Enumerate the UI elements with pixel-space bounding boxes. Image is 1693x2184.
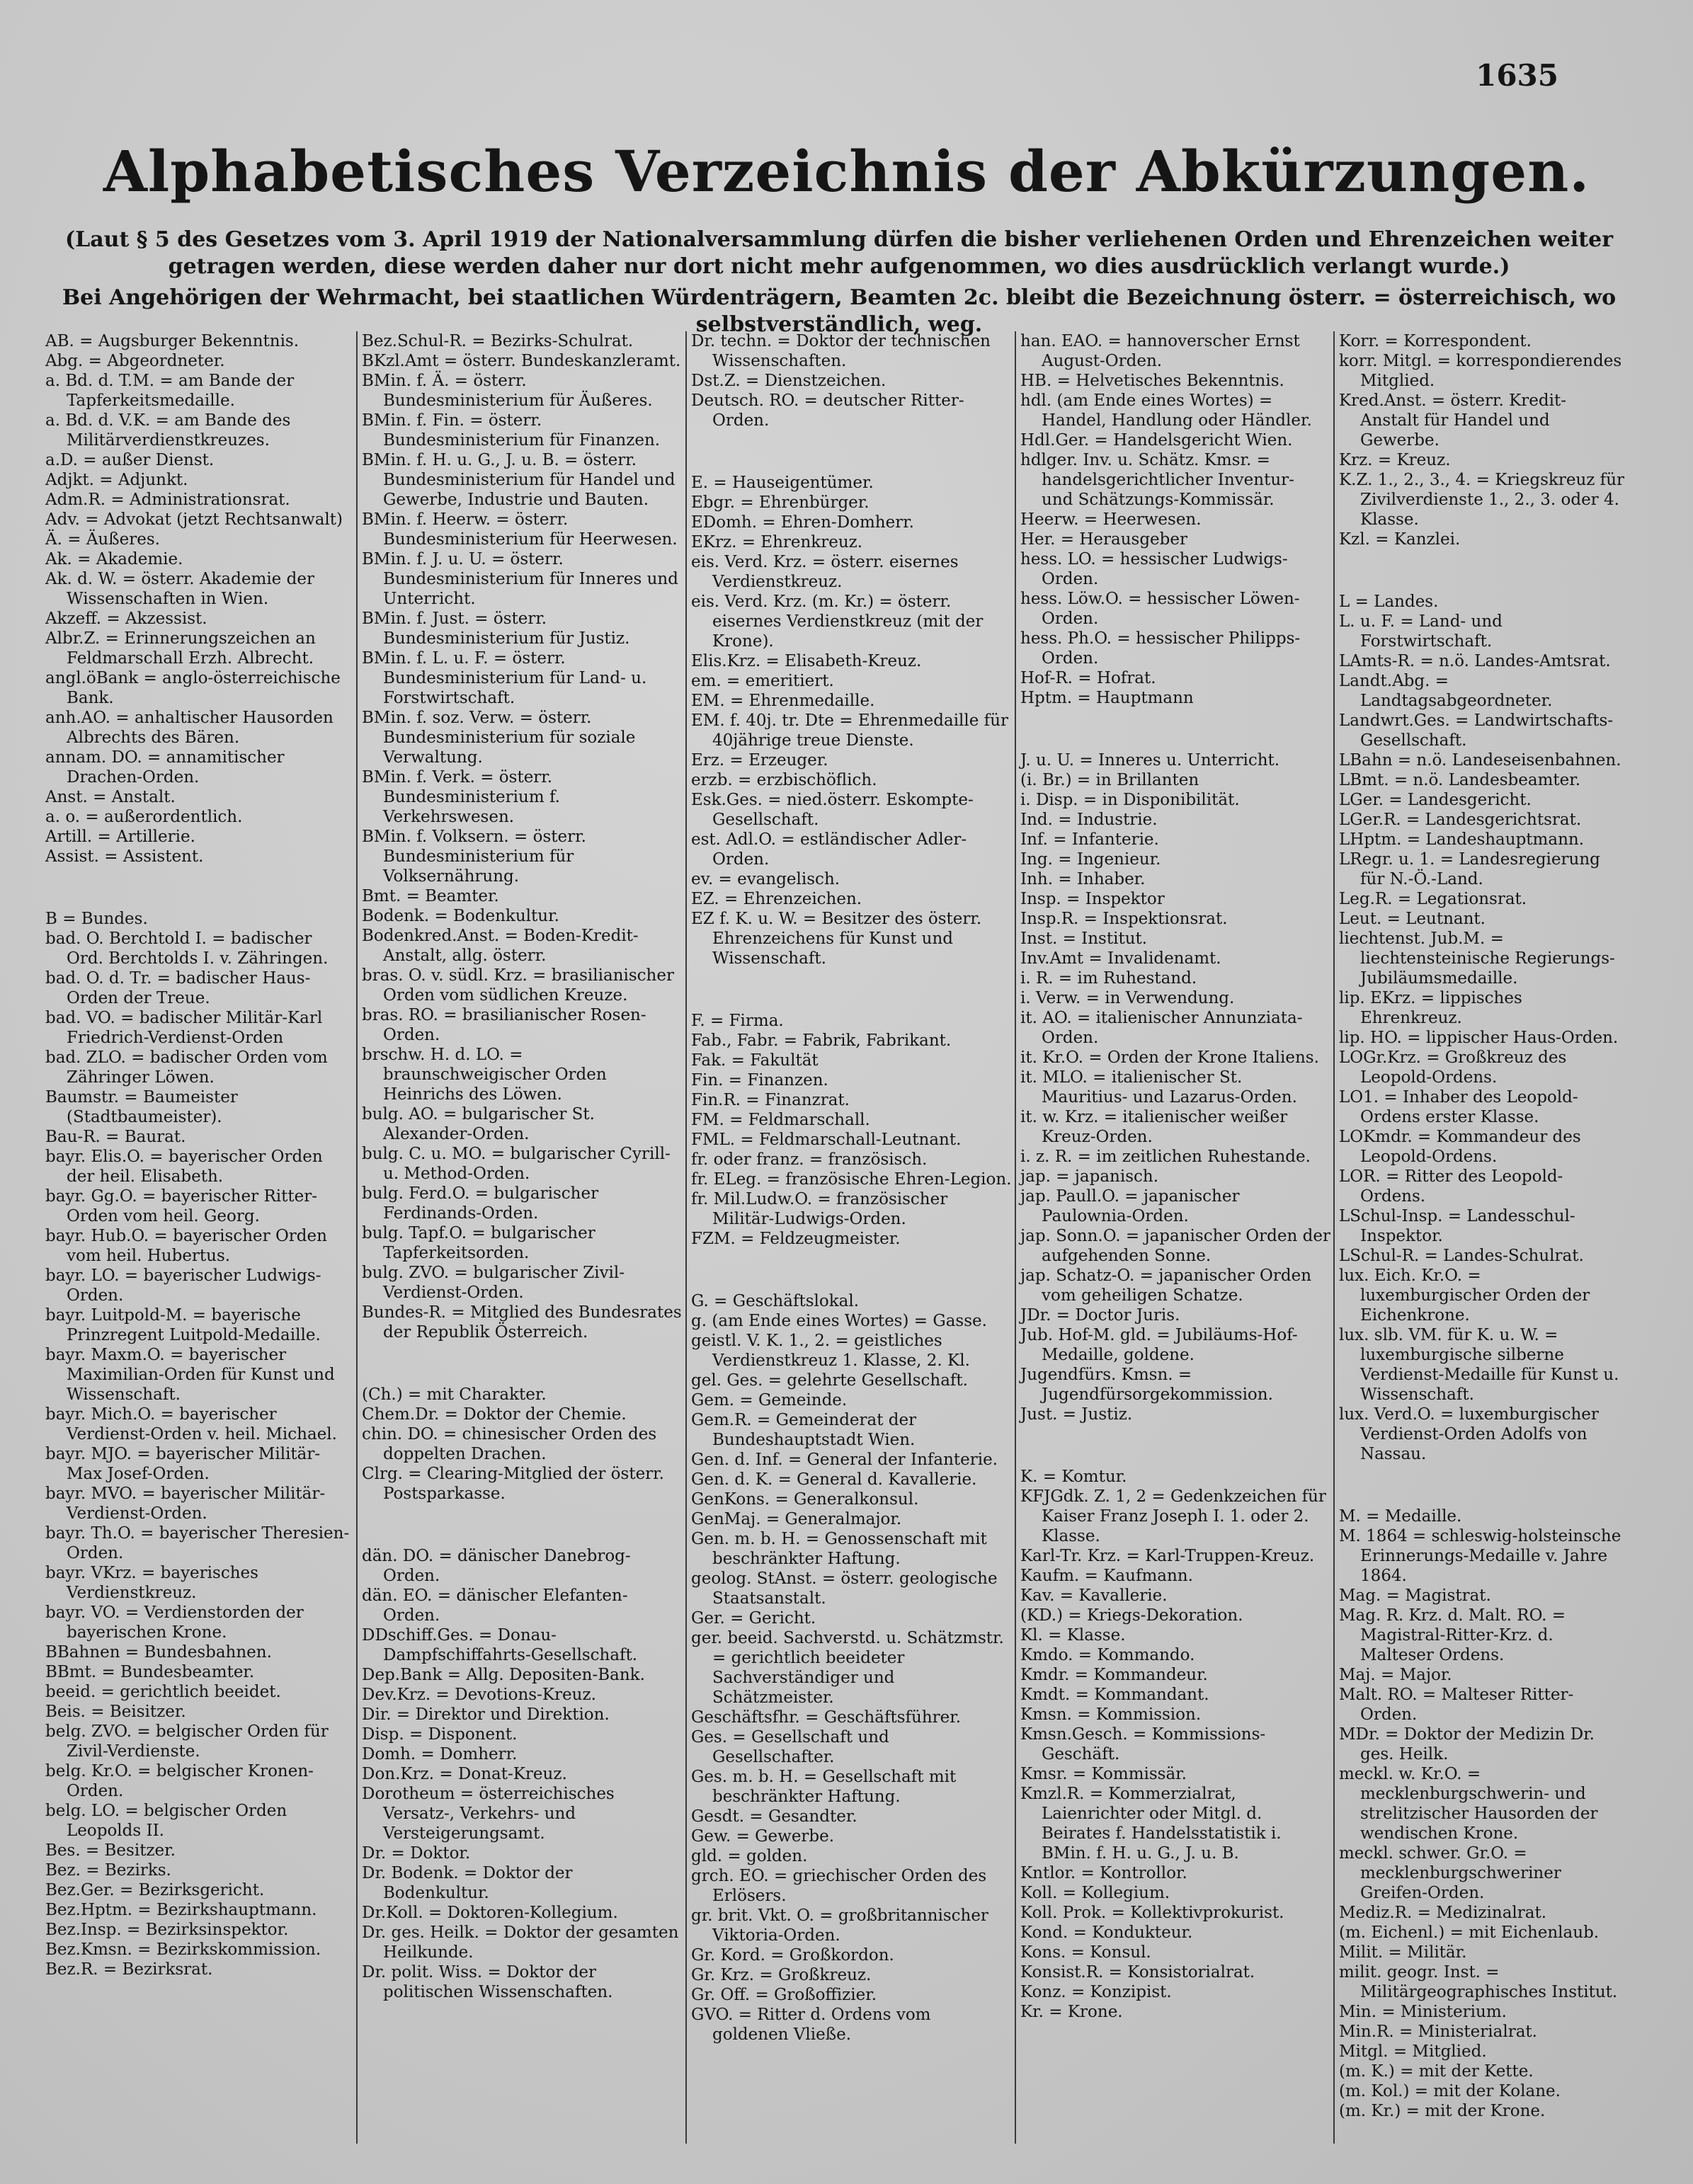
abbreviation-entry: Disp. = Disponent. [362, 1725, 518, 1744]
abbreviation-entry: Dir. = Direktor und Direktion. [362, 1705, 610, 1724]
abbreviation-entry: Dr. Bodenk. = Doktor der Bodenkultur. [362, 1864, 573, 1902]
abbreviation-entry: belg. ZVO. = belgischer Orden für Zivil-Verdienste. [45, 1722, 329, 1761]
abbreviation-entry: Adv. = Advokat (jetzt Rechtsanwalt) [45, 510, 343, 529]
abbreviation-entry: L. u. F. = Land- und Forstwirtschaft. [1339, 612, 1503, 651]
abbreviation-entry: fr. oder franz. = französisch. [691, 1150, 928, 1169]
abbreviation-entry: Ak. = Akademie. [45, 550, 183, 568]
abbreviation-entry: GenKons. = Generalkonsul. [691, 1490, 919, 1509]
note-orders: (Laut § 5 des Gesetzes vom 3. April 1919 der Nationalversammlung dürfen die bisher verliehenen Orden und Ehrenzeichen weiter getragen werden, diese werden daher nur dort nicht mehr aufgenommen, wo dies ausdrücklich verlangt wurde.) [64, 227, 1614, 279]
abbreviation-entry: Clrg. = Clearing-Mitglied der österr. Postsparkasse. [362, 1465, 664, 1503]
abbreviation-entry: hess. LO. = hessischer Ludwigs-Orden. [1020, 550, 1288, 588]
abbreviation-entry: Fin.R. = Finanzrat. [691, 1091, 850, 1109]
abbreviation-entry: bulg. ZVO. = bulgarischer Zivil-Verdienst-Orden. [362, 1264, 625, 1302]
abbreviation-entry: Mediz.R. = Medizinalrat. [1339, 1904, 1547, 1922]
abbreviation-entry: hdlger. Inv. u. Schätz. Kmsr. = handelsgerichtlicher Inventur- und Schätzungs-Kommissär. [1020, 451, 1294, 509]
abbreviation-entry: g. (am Ende eines Wortes) = Gasse. [691, 1312, 987, 1330]
abbreviation-entry: Dorotheum = österreichisches Versatz-, Verkehrs- und Versteigerungsamt. [362, 1785, 615, 1843]
abbreviation-entry: bad. O. d. Tr. = badischer Haus-Orden der Treue. [45, 969, 311, 1007]
abbreviation-entry: i. z. R. = im zeitlichen Ruhestande. [1020, 1148, 1311, 1166]
abbreviation-column-1 [41, 331, 356, 2144]
abbreviation-entry: Domh. = Domherr. [362, 1745, 518, 1763]
abbreviation-entry: eis. Verd. Krz. (m. Kr.) = österr. eisernes Verdienstkreuz (mit der Krone). [691, 593, 984, 651]
abbreviation-entry: geolog. StAnst. = österr. geologische Staatsanstalt. [691, 1570, 998, 1608]
abbreviation-entry: Bez. = Bezirks. [45, 1861, 171, 1880]
abbreviation-entry: Ges. = Gesellschaft und Gesellschafter. [691, 1728, 889, 1766]
abbreviation-entry: Fab., Fabr. = Fabrik, Fabrikant. [691, 1031, 952, 1050]
abbreviation-entry: milit. geogr. Inst. = Militärgeographisches Institut. [1339, 1963, 1618, 2001]
abbreviation-entry: BMin. f. Heerw. = österr. Bundesministerium für Heerwesen. [362, 510, 678, 549]
abbreviation-entry: Hdl.Ger. = Handelsgericht Wien. [1020, 431, 1293, 450]
abbreviation-entry: Jugendfürs. Kmsn. = Jugendfürsorgekommission. [1020, 1366, 1273, 1404]
abbreviation-entry: bayr. Mich.O. = bayerischer Verdienst-Orden v. heil. Michael. [45, 1405, 337, 1443]
abbreviation-entry: Gen. m. b. H. = Genossenschaft mit beschränkter Haftung. [691, 1530, 987, 1568]
abbreviation-entry: belg. LO. = belgischer Orden Leopolds II. [45, 1802, 287, 1840]
abbreviation-entry: Konsist.R. = Konsistorialrat. [1020, 1963, 1255, 1982]
abbreviation-entry: Gem.R. = Gemeinderat der Bundeshauptstadt Wien. [691, 1411, 917, 1449]
abbreviation-entry: Bez.Hptm. = Bezirkshauptmann. [45, 1901, 317, 1919]
section-gap [45, 878, 353, 898]
abbreviation-entry: bayr. LO. = bayerischer Ludwigs-Orden. [45, 1267, 321, 1305]
abbreviation-entry: bayr. Th.O. = bayerischer Theresien-Orden. [45, 1524, 350, 1562]
abbreviation-entry: F. = Firma. [691, 1012, 784, 1030]
abbreviation-entry: Bodenk. = Bodenkultur. [362, 907, 559, 925]
abbreviation-entry: bulg. AO. = bulgarischer St. Alexander-Orden. [362, 1105, 595, 1143]
abbreviation-entry: meckl. w. Kr.O. = mecklenburgschwerin- und strelitzischer Hausorden der wendischen Krone. [1339, 1765, 1598, 1843]
section-gap [1020, 719, 1330, 739]
abbreviation-entry: i. R. = im Ruhestand. [1020, 969, 1197, 988]
abbreviation-entry: Ing. = Ingenieur. [1020, 850, 1161, 869]
abbreviation-entry: it. MLO. = italienischer St. Mauritius- und Lazarus-Orden. [1020, 1068, 1297, 1107]
abbreviation-entry: Milit. = Militär. [1339, 1943, 1467, 1962]
abbreviation-entry: Bez.R. = Bezirksrat. [45, 1960, 213, 1979]
abbreviation-entry: Hptm. = Hauptmann [1020, 689, 1194, 707]
abbreviation-entry: Gr. Krz. = Großkreuz. [691, 1966, 872, 1984]
abbreviation-entry: Kmsr. = Kommissär. [1020, 1765, 1187, 1783]
abbreviation-column-2 [356, 331, 685, 2144]
abbreviation-entry: bayr. Luitpold-M. = bayerische Prinzregent Luitpold-Medaille. [45, 1306, 321, 1344]
abbreviation-entry: JDr. = Doctor Juris. [1020, 1306, 1180, 1325]
abbreviation-entry: Jub. Hof-M. gld. = Jubiläums-Hof-Medaille, goldene. [1020, 1326, 1298, 1364]
section-gap [1020, 1436, 1330, 1456]
abbreviation-entry: Bez.Kmsn. = Bezirkskommission. [45, 1940, 321, 1959]
abbreviation-entry: hess. Ph.O. = hessischer Philipps-Orden. [1020, 629, 1301, 668]
abbreviation-entry: Ind. = Industrie. [1020, 811, 1158, 829]
abbreviation-entry: Artill. = Artillerie. [45, 828, 195, 846]
abbreviation-entry: Bez.Ger. = Bezirksgericht. [45, 1881, 265, 1899]
abbreviation-entry: FML. = Feldmarschall-Leutnant. [691, 1131, 962, 1149]
abbreviation-entry: Kzl. = Kanzlei. [1339, 530, 1461, 549]
abbreviation-entry: Gew. = Gewerbe. [691, 1827, 835, 1846]
abbreviation-entry: Kmdt. = Kommandant. [1020, 1686, 1209, 1704]
abbreviation-entry: jap. Schatz-O. = japanischer Orden vom geheiligen Schatze. [1020, 1267, 1312, 1305]
abbreviation-entry: J. u. U. = Inneres u. Unterricht. [1020, 751, 1280, 770]
abbreviation-entry: gr. brit. Vkt. O. = großbritannischer Viktoria-Orden. [691, 1906, 988, 1945]
abbreviation-entry: Karl-Tr. Krz. = Karl-Truppen-Kreuz. [1020, 1547, 1315, 1565]
abbreviation-entry: lux. Eich. Kr.O. = luxemburgischer Orden der Eichenkrone. [1339, 1267, 1590, 1325]
abbreviation-entry: beeid. = gerichtlich beeidet. [45, 1683, 281, 1701]
abbreviation-entry: Gen. d. K. = General d. Kavallerie. [691, 1470, 977, 1489]
abbreviation-entry: Adm.R. = Administrationsrat. [45, 491, 290, 509]
abbreviation-entry: fr. ELeg. = französische Ehren-Legion. [691, 1170, 1012, 1189]
abbreviation-entry: Gen. d. Inf. = General der Infanterie. [691, 1451, 998, 1469]
abbreviation-entry: Akzeff. = Akzessist. [45, 610, 207, 628]
abbreviation-columns [41, 331, 1627, 2144]
abbreviation-entry: Landt.Abg. = Landtagsabgeordneter. [1339, 672, 1553, 710]
abbreviation-entry: grch. EO. = griechischer Orden des Erlösers. [691, 1867, 987, 1905]
abbreviation-entry: Krz. = Kreuz. [1339, 451, 1451, 469]
abbreviation-entry: BMin. f. J. u. U. = österr. Bundesministerium für Inneres und Unterricht. [362, 550, 678, 608]
abbreviation-entry: Fin. = Finanzen. [691, 1071, 828, 1090]
abbreviation-entry: LO1. = Inhaber des Leopold-Ordens erster Klasse. [1339, 1088, 1578, 1126]
abbreviation-entry: belg. Kr.O. = belgischer Kronen-Orden. [45, 1762, 314, 1800]
abbreviation-entry: bayr. MJO. = bayerischer Militär-Max Josef-Orden. [45, 1445, 321, 1483]
abbreviation-entry: (KD.) = Kriegs-Dekoration. [1020, 1606, 1243, 1625]
abbreviation-entry: EM. f. 40j. tr. Dte = Ehrenmedaille für 40jährige treue Dienste. [691, 711, 1009, 750]
abbreviation-entry: Kl. = Klasse. [1020, 1626, 1126, 1645]
abbreviation-entry: bulg. Ferd.O. = bulgarischer Ferdinands-Orden. [362, 1184, 599, 1223]
abbreviation-entry: LSchul-R. = Landes-Schulrat. [1339, 1247, 1584, 1265]
abbreviation-entry: Elis.Krz. = Elisabeth-Kreuz. [691, 652, 922, 670]
abbreviation-entry: LBmt. = n.ö. Landesbeamter. [1339, 771, 1581, 789]
abbreviation-entry: ev. = evangelisch. [691, 870, 840, 888]
abbreviation-entry: LOGr.Krz. = Großkreuz des Leopold-Ordens. [1339, 1048, 1567, 1087]
abbreviation-entry: Kr. = Krone. [1020, 2003, 1123, 2021]
abbreviation-entry: EKrz. = Ehrenkreuz. [691, 533, 863, 551]
abbreviation-entry: bad. O. Berchtold I. = badischer Ord. Berchtolds I. v. Zähringen. [45, 930, 329, 968]
abbreviation-entry: geistl. V. K. 1., 2. = geistliches Verdienstkreuz 1. Klasse, 2. Kl. [691, 1332, 970, 1370]
abbreviation-entry: Dr. ges. Heilk. = Doktor der gesamten Heilkunde. [362, 1923, 679, 1962]
abbreviation-entry: Adjkt. = Adjunkt. [45, 471, 188, 489]
abbreviation-entry: Bodenkred.Anst. = Boden-Kredit-Anstalt, allg. österr. [362, 927, 639, 965]
abbreviation-entry: DDschiff.Ges. = Donau-Dampfschiffahrts-Gesellschaft. [362, 1626, 638, 1664]
abbreviation-entry: B = Bundes. [45, 910, 148, 928]
abbreviation-entry: Dr. = Doktor. [362, 1844, 471, 1863]
abbreviation-entry: (i. Br.) = in Brillanten [1020, 771, 1199, 789]
abbreviation-entry: LOR. = Ritter des Leopold-Ordens. [1339, 1167, 1563, 1206]
abbreviation-entry: BMin. f. H. u. G., J. u. B. = österr. Bundesministerium für Handel und Gewerbe, Industrie und Bauten. [362, 451, 676, 509]
abbreviation-entry: Beis. = Beisitzer. [45, 1703, 186, 1721]
abbreviation-entry: Kred.Anst. = österr. Kredit-Anstalt für Handel und Gewerbe. [1339, 391, 1566, 450]
abbreviation-entry: Chem.Dr. = Doktor der Chemie. [362, 1405, 627, 1424]
abbreviation-entry: Ebgr. = Ehrenbürger. [691, 493, 870, 512]
abbreviation-entry: bayr. VO. = Verdienstorden der bayerischen Krone. [45, 1603, 304, 1642]
abbreviation-entry: brschw. H. d. LO. = braunschweigischer Orden Heinrichs des Löwen. [362, 1046, 607, 1104]
abbreviation-entry: Mag. = Magistrat. [1339, 1586, 1491, 1605]
abbreviation-entry: lux. Verd.O. = luxemburgischer Verdienst-Orden Adolfs von Nassau. [1339, 1405, 1599, 1463]
abbreviation-entry: BMin. f. Volksern. = österr. Bundesministerium für Volksernährung. [362, 828, 586, 886]
abbreviation-entry: Abg. = Abgeordneter. [45, 352, 225, 370]
abbreviation-entry: Hof-R. = Hofrat. [1020, 669, 1156, 687]
abbreviation-entry: Min. = Ministerium. [1339, 2003, 1507, 2021]
abbreviation-entry: BMin. f. Ä. = österr. Bundesministerium für Äußeres. [362, 372, 653, 410]
abbreviation-entry: KFJGdk. Z. 1, 2 = Gedenkzeichen für Kaiser Franz Joseph I. 1. oder 2. Klasse. [1020, 1487, 1326, 1545]
abbreviation-entry: Insp. = Inspektor [1020, 890, 1165, 908]
abbreviation-entry: BMin. f. Verk. = österr. Bundesministerium f. Verkehrswesen. [362, 768, 560, 826]
abbreviation-entry: EZ f. K. u. W. = Besitzer des österr. Ehrenzeichens für Kunst und Wissenschaft. [691, 910, 982, 968]
abbreviation-entry: Esk.Ges. = nied.österr. Eskompte-Gesellschaft. [691, 791, 974, 829]
abbreviation-entry: Inv.Amt = Invalidenamt. [1020, 949, 1221, 968]
abbreviation-entry: bras. RO. = brasilianischer Rosen-Orden. [362, 1006, 646, 1044]
section-gap [1339, 561, 1624, 581]
abbreviation-entry: BBahnen = Bundesbahnen. [45, 1643, 272, 1662]
abbreviation-entry: BMin. f. soz. Verw. = österr. Bundesministerium für soziale Verwaltung. [362, 709, 636, 767]
abbreviation-entry: Gr. Off. = Großoffizier. [691, 1986, 877, 2004]
abbreviation-entry: Bau-R. = Baurat. [45, 1128, 186, 1146]
abbreviation-entry: Fak. = Fakultät [691, 1051, 819, 1070]
abbreviation-entry: LBahn = n.ö. Landeseisenbahnen. [1339, 751, 1621, 770]
abbreviation-entry: lip. HO. = lippischer Haus-Orden. [1339, 1029, 1619, 1047]
abbreviation-entry: Kmdr. = Kommandeur. [1020, 1666, 1208, 1684]
abbreviation-entry: (m. K.) = mit der Kette. [1339, 2062, 1534, 2081]
abbreviation-entry: EDomh. = Ehren-Domherr. [691, 513, 914, 532]
abbreviation-entry: Just. = Justiz. [1020, 1405, 1133, 1424]
abbreviation-entry: Albr.Z. = Erinnerungszeichen an Feldmarschall Erzh. Albrecht. [45, 629, 316, 668]
abbreviation-entry: LGer. = Landesgericht. [1339, 791, 1532, 809]
abbreviation-entry: Dst.Z. = Dienstzeichen. [691, 372, 887, 390]
abbreviation-entry: Gem. = Gemeinde. [691, 1391, 848, 1410]
abbreviation-entry: est. Adl.O. = estländischer Adler-Orden. [691, 830, 967, 869]
abbreviation-entry: anh.AO. = anhaltischer Hausorden Albrechts des Bären. [45, 709, 334, 747]
abbreviation-entry: BMin. f. Just. = österr. Bundesministerium für Justiz. [362, 610, 630, 648]
abbreviation-entry: M. = Medaille. [1339, 1507, 1462, 1526]
abbreviation-entry: EZ. = Ehrenzeichen. [691, 890, 862, 908]
abbreviation-entry: Ä. = Äußeres. [45, 530, 160, 549]
abbreviation-entry: korr. Mitgl. = korrespondierendes Mitglied. [1339, 352, 1622, 390]
abbreviation-entry: bayr. Hub.O. = bayerischer Orden vom heil. Hubertus. [45, 1227, 327, 1265]
abbreviation-entry: Bes. = Besitzer. [45, 1841, 176, 1860]
abbreviation-entry: erzb. = erzbischöflich. [691, 771, 877, 789]
abbreviation-entry: Landwrt.Ges. = Landwirtschafts-Gesellschaft. [1339, 711, 1614, 750]
abbreviation-entry: GenMaj. = Generalmajor. [691, 1510, 902, 1528]
abbreviation-entry: Ak. d. W. = österr. Akademie der Wissenschaften in Wien. [45, 570, 314, 608]
abbreviation-entry: bayr. Gg.O. = bayerischer Ritter-Orden vom heil. Georg. [45, 1187, 317, 1225]
abbreviation-entry: Kmsn.Gesch. = Kommissions-Geschäft. [1020, 1725, 1266, 1763]
note-military: Bei Angehörigen der Wehrmacht, bei staatlichen Würdenträgern, Beamten 2c. bleibt die Bezeichnung österr. = österreichisch, wo selbstverständlich, weg. [62, 285, 1617, 337]
abbreviation-entry: K. = Komtur. [1020, 1468, 1127, 1486]
abbreviation-entry: Kond. = Kondukteur. [1020, 1923, 1193, 1942]
abbreviation-entry: LGer.R. = Landesgerichtsrat. [1339, 811, 1582, 829]
abbreviation-entry: AB. = Augsburger Bekenntnis. [45, 332, 300, 350]
abbreviation-entry: jap. Paull.O. = japanischer Paulownia-Orden. [1020, 1187, 1240, 1225]
abbreviation-entry: bulg. C. u. MO. = bulgarischer Cyrill- u. Method-Orden. [362, 1145, 671, 1183]
abbreviation-entry: Insp.R. = Inspektionsrat. [1020, 910, 1228, 928]
abbreviation-entry: MDr. = Doktor der Medizin Dr. ges. Heilk. [1339, 1725, 1595, 1763]
page-number: 1635 [1476, 58, 1558, 93]
abbreviation-entry: Heerw. = Heerwesen. [1020, 510, 1202, 529]
abbreviation-entry: (Ch.) = mit Charakter. [362, 1385, 547, 1404]
abbreviation-entry: Baumstr. = Baumeister (Stadtbaumeister). [45, 1088, 238, 1126]
intro-notes [42, 227, 1636, 343]
abbreviation-entry: Kntlor. = Kontrollor. [1020, 1864, 1187, 1882]
abbreviation-entry: Kav. = Kavallerie. [1020, 1586, 1168, 1605]
abbreviation-entry: Mag. R. Krz. d. Malt. RO. = Magistral-Ritter-Krz. d. Malteser Ordens. [1339, 1606, 1566, 1664]
abbreviation-entry: Kaufm. = Kaufmann. [1020, 1567, 1193, 1585]
abbreviation-entry: a. o. = außerordentlich. [45, 808, 243, 826]
abbreviation-entry: Kmzl.R. = Kommerzialrat, Laienrichter oder Mitgl. d. Beirates f. Handelsstatistik i. BMin. f. H. u. G., J. u. B. [1020, 1785, 1282, 1863]
abbreviation-column-5 [1333, 331, 1627, 2144]
abbreviation-entry: it. Kr.O. = Orden der Krone Italiens. [1020, 1048, 1319, 1067]
abbreviation-entry: Leg.R. = Legationsrat. [1339, 890, 1527, 908]
abbreviation-entry: Inh. = Inhaber. [1020, 870, 1146, 888]
abbreviation-entry: fr. Mil.Ludw.O. = französischer Militär-Ludwigs-Orden. [691, 1190, 948, 1228]
abbreviation-entry: it. AO. = italienischer Annunziata-Orden. [1020, 1009, 1303, 1047]
abbreviation-entry: (m. Kol.) = mit der Kolane. [1339, 2082, 1561, 2100]
abbreviation-entry: EM. = Ehrenmedaille. [691, 692, 875, 710]
abbreviation-entry: Bmt. = Beamter. [362, 887, 499, 905]
abbreviation-entry: Ges. m. b. H. = Gesellschaft mit beschränkter Haftung. [691, 1768, 957, 1806]
abbreviation-entry: bad. ZLO. = badischer Orden vom Zähringer Löwen. [45, 1048, 328, 1087]
abbreviation-entry: BMin. f. Fin. = österr. Bundesministerium für Finanzen. [362, 411, 661, 450]
abbreviation-entry: dän. EO. = dänischer Elefanten-Orden. [362, 1586, 628, 1625]
abbreviation-entry: Her. = Herausgeber [1020, 530, 1187, 549]
abbreviation-entry: (m. Kr.) = mit der Krone. [1339, 2102, 1546, 2120]
abbreviation-entry: Kmsn. = Kommission. [1020, 1705, 1202, 1724]
abbreviation-entry: Deutsch. RO. = deutscher Ritter-Orden. [691, 391, 964, 430]
page-title: Alphabetisches Verzeichnis der Abkürzungen. [103, 138, 1590, 205]
abbreviation-entry: E. = Hauseigentümer. [691, 474, 874, 492]
section-gap [691, 442, 1012, 462]
abbreviation-entry: Korr. = Korrespondent. [1339, 332, 1532, 350]
abbreviation-entry: K.Z. 1., 2., 3., 4. = Kriegskreuz für Zivilverdienste 1., 2., 3. oder 4. Klasse. [1339, 471, 1625, 529]
abbreviation-entry: hdl. (am Ende eines Wortes) = Handel, Handlung oder Händler. [1020, 391, 1312, 430]
abbreviation-entry: em. = emeritiert. [691, 672, 834, 690]
abbreviation-entry: FZM. = Feldzeugmeister. [691, 1230, 901, 1248]
abbreviation-entry: BBmt. = Bundesbeamter. [45, 1663, 255, 1681]
abbreviation-entry: Bundes-R. = Mitglied des Bundesrates der Republik Österreich. [362, 1303, 682, 1342]
abbreviation-entry: Bez.Schul-R. = Bezirks-Schulrat. [362, 332, 634, 350]
section-gap [691, 980, 1012, 1000]
section-gap [362, 1515, 683, 1535]
abbreviation-entry: a.D. = außer Dienst. [45, 451, 215, 469]
abbreviation-entry: dän. DO. = dänischer Danebrog-Orden. [362, 1547, 631, 1585]
abbreviation-entry: Dev.Krz. = Devotions-Kreuz. [362, 1686, 596, 1704]
abbreviation-entry: Dep.Bank = Allg. Depositen-Bank. [362, 1666, 645, 1684]
abbreviation-entry: chin. DO. = chinesischer Orden des doppelten Drachen. [362, 1425, 657, 1463]
abbreviation-entry: i. Verw. = in Verwendung. [1020, 989, 1235, 1007]
abbreviation-entry: Gr. Kord. = Großkordon. [691, 1946, 894, 1965]
abbreviation-entry: jap. Sonn.O. = japanischer Orden der aufgehenden Sonne. [1020, 1227, 1330, 1265]
abbreviation-entry: i. Disp. = in Disponibilität. [1020, 791, 1240, 809]
abbreviation-entry: BKzl.Amt = österr. Bundeskanzleramt. [362, 352, 681, 370]
abbreviation-entry: Maj. = Major. [1339, 1666, 1452, 1684]
abbreviation-entry: gld. = golden. [691, 1847, 808, 1865]
abbreviation-entry: bras. O. v. südl. Krz. = brasilianischer Orden vom südlichen Kreuze. [362, 966, 674, 1005]
section-gap [362, 1354, 683, 1373]
abbreviation-entry: ger. beeid. Sachverstd. u. Schätzmstr. = gerichtlich beeideter Sachverständiger und Schätzmeister. [691, 1629, 1004, 1707]
abbreviation-column-4 [1015, 331, 1333, 2144]
abbreviation-entry: M. 1864 = schleswig-holsteinsche Erinnerungs-Medaille v. Jahre 1864. [1339, 1527, 1621, 1585]
abbreviation-entry: (m. Eichenl.) = mit Eichenlaub. [1339, 1923, 1600, 1942]
abbreviation-entry: Malt. RO. = Malteser Ritter-Orden. [1339, 1686, 1574, 1724]
abbreviation-entry: LRegr. u. 1. = Landesregierung für N.-Ö.-Land. [1339, 850, 1600, 888]
abbreviation-entry: G. = Geschäftslokal. [691, 1292, 860, 1310]
abbreviation-entry: GVO. = Ritter d. Ordens vom goldenen Vließe. [691, 2006, 931, 2044]
abbreviation-entry: jap. = japanisch. [1020, 1167, 1159, 1186]
abbreviation-entry: a. Bd. d. V.K. = am Bande des Militärverdienstkreuzes. [45, 411, 291, 450]
abbreviation-entry: Gesdt. = Gesandter. [691, 1807, 857, 1826]
abbreviation-entry: Geschäftsfhr. = Geschäftsführer. [691, 1708, 962, 1727]
abbreviation-entry: bad. VO. = badischer Militär-Karl Friedrich-Verdienst-Orden [45, 1009, 323, 1047]
section-gap [691, 1260, 1012, 1280]
abbreviation-entry: Mitgl. = Mitglied. [1339, 2042, 1487, 2061]
abbreviation-entry: bayr. Elis.O. = bayerischer Orden der heil. Elisabeth. [45, 1148, 323, 1186]
abbreviation-entry: LSchul-Insp. = Landesschul-Inspektor. [1339, 1207, 1575, 1245]
abbreviation-entry: Bez.Insp. = Bezirksinspektor. [45, 1921, 289, 1939]
abbreviation-entry: annam. DO. = annamitischer Drachen-Orden. [45, 748, 285, 787]
abbreviation-entry: meckl. schwer. Gr.O. = mecklenburgschweriner Greifen-Orden. [1339, 1844, 1561, 1902]
abbreviation-entry: LAmts-R. = n.ö. Landes-Amtsrat. [1339, 652, 1611, 670]
abbreviation-entry: L = Landes. [1339, 593, 1439, 611]
abbreviation-entry: Min.R. = Ministerialrat. [1339, 2023, 1537, 2041]
abbreviation-entry: BMin. f. L. u. F. = österr. Bundesministerium für Land- u. Forstwirtschaft. [362, 649, 647, 707]
abbreviation-entry: FM. = Feldmarschall. [691, 1111, 870, 1129]
abbreviation-entry: Dr. polit. Wiss. = Doktor der politischen Wissenschaften. [362, 1963, 613, 2001]
abbreviation-entry: gel. Ges. = gelehrte Gesellschaft. [691, 1371, 968, 1390]
abbreviation-entry: Don.Krz. = Donat-Kreuz. [362, 1765, 567, 1783]
abbreviation-entry: a. Bd. d. T.M. = am Bande der Tapferkeitsmedaille. [45, 372, 295, 410]
abbreviation-entry: lux. slb. VM. für K. u. W. = luxemburgische silberne Verdienst-Medaille für Kunst u. Wissenschaft. [1339, 1326, 1619, 1404]
abbreviation-entry: Anst. = Anstalt. [45, 788, 176, 806]
abbreviation-entry: Leut. = Leutnant. [1339, 910, 1486, 928]
abbreviation-entry: hess. Löw.O. = hessischer Löwen-Orden. [1020, 590, 1300, 628]
abbreviation-entry: Konz. = Konzipist. [1020, 1983, 1172, 2001]
abbreviation-entry: han. EAO. = hannoverscher Ernst August-Orden. [1020, 332, 1300, 370]
abbreviation-entry: Erz. = Erzeuger. [691, 751, 828, 770]
abbreviation-entry: Ger. = Gericht. [691, 1609, 816, 1628]
abbreviation-entry: Inst. = Institut. [1020, 930, 1148, 948]
abbreviation-entry: Inf. = Infanterie. [1020, 830, 1159, 849]
abbreviation-entry: Koll. Prok. = Kollektivprokurist. [1020, 1904, 1284, 1922]
abbreviation-entry: lip. EKrz. = lippisches Ehrenkreuz. [1339, 989, 1522, 1027]
abbreviation-entry: Dr. techn. = Doktor der technischen Wissenschaften. [691, 332, 991, 370]
abbreviation-entry: bayr. Maxm.O. = bayerischer Maximilian-Orden für Kunst und Wissenschaft. [45, 1346, 335, 1404]
abbreviation-entry: HB. = Helvetisches Bekenntnis. [1020, 372, 1284, 390]
abbreviation-entry: Kmdo. = Kommando. [1020, 1646, 1195, 1664]
abbreviation-entry: Assist. = Assistent. [45, 847, 204, 866]
abbreviation-entry: bayr. MVO. = bayerischer Militär-Verdienst-Orden. [45, 1485, 326, 1523]
abbreviation-column-3 [685, 331, 1015, 2144]
abbreviation-entry: angl.öBank = anglo-österreichische Bank. [45, 669, 341, 707]
abbreviation-entry: bulg. Tapf.O. = bulgarischer Tapferkeitsorden. [362, 1224, 595, 1262]
abbreviation-entry: it. w. Krz. = italienischer weißer Kreuz-Orden. [1020, 1108, 1288, 1146]
abbreviation-entry: Dr.Koll. = Doktoren-Kollegium. [362, 1904, 618, 1922]
abbreviation-entry: LOKmdr. = Kommandeur des Leopold-Ordens. [1339, 1128, 1581, 1166]
section-gap [1339, 1475, 1624, 1495]
abbreviation-entry: LHptm. = Landeshauptmann. [1339, 830, 1585, 849]
abbreviation-entry: liechtenst. Jub.M. = liechtensteinische Regierungs-Jubiläumsmedaille. [1339, 930, 1615, 988]
abbreviation-entry: Kons. = Konsul. [1020, 1943, 1151, 1962]
abbreviation-entry: Koll. = Kollegium. [1020, 1884, 1170, 1902]
abbreviation-entry: eis. Verd. Krz. = österr. eisernes Verdienstkreuz. [691, 553, 959, 591]
abbreviation-entry: bayr. VKrz. = bayerisches Verdienstkreuz. [45, 1564, 258, 1602]
